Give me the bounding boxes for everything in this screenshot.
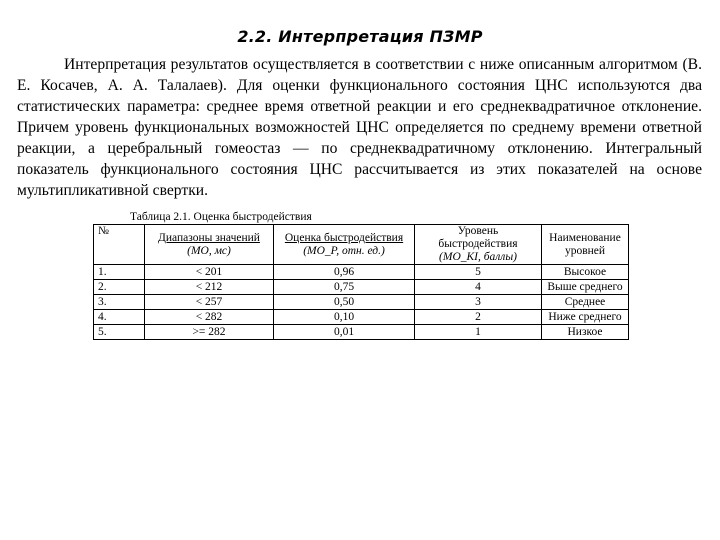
row-level-name: Высокое [542,265,629,280]
header-range-title: Диапазоны значений [158,231,260,244]
speed-assessment-table [93,224,629,340]
header-level-unit: (MO_KI, баллы) [439,251,517,263]
row-num: 2. [94,280,145,295]
row-score: 0,50 [274,295,415,310]
header-num: № [94,225,145,265]
row-range: < 257 [145,295,274,310]
row-level: 2 [415,310,542,325]
header-score-unit: (MO_P, отн. ед.) [303,244,385,257]
table-row [94,325,629,340]
table-header-row [94,225,629,265]
row-range: < 201 [145,265,274,280]
header-level [415,225,542,265]
body-paragraph: Интерпретация результатов осуществляется в соответствии с ниже описанным алгоритмом (В. Е. Косачев, А. А. Талалаев). Для оценки функционального состояния ЦНС используются два статистических параметра: среднее время ответной реакции и его среднеквадратичное отклонение. Причем уровень функциональных возможностей ЦНС определяется по среднему времени ответной реакции, а церебральный гомеостаз — по среднеквадратичному отклонению. Интегральный показатель функционального состояния ЦНС рассчитывается из этих показателей на основе мультипликативной свертки. [17,56,702,199]
row-level-name: Ниже среднего [542,310,629,325]
row-num: 3. [94,295,145,310]
row-range: < 282 [145,310,274,325]
row-num: 1. [94,265,145,280]
row-level-name: Среднее [542,295,629,310]
table-row [94,295,629,310]
table-row [94,265,629,280]
row-level: 3 [415,295,542,310]
row-score: 0,75 [274,280,415,295]
row-num: 4. [94,310,145,325]
row-range: >= 282 [145,325,274,340]
row-level-name: Низкое [542,325,629,340]
row-level: 5 [415,265,542,280]
row-score: 0,01 [274,325,415,340]
table-row [94,280,629,295]
section-title: 2.2. Интерпретация ПЗМР [237,27,483,46]
row-level-name: Выше среднего [542,280,629,295]
row-score: 0,10 [274,310,415,325]
header-range-unit: (MO, мс) [187,244,231,257]
header-name [542,225,629,265]
header-score-title: Оценка быстродействия [284,231,404,244]
header-name-title: Наименование уровней [549,231,621,257]
header-level-title: Уровень быстродействия [438,225,518,250]
row-level: 4 [415,280,542,295]
row-score: 0,96 [274,265,415,280]
row-level: 1 [415,325,542,340]
row-range: < 212 [145,280,274,295]
row-num: 5. [94,325,145,340]
header-range [145,225,274,265]
header-score [274,225,415,265]
table-caption: Таблица 2.1. Оценка быстродействия [130,211,312,223]
table-row [94,310,629,325]
